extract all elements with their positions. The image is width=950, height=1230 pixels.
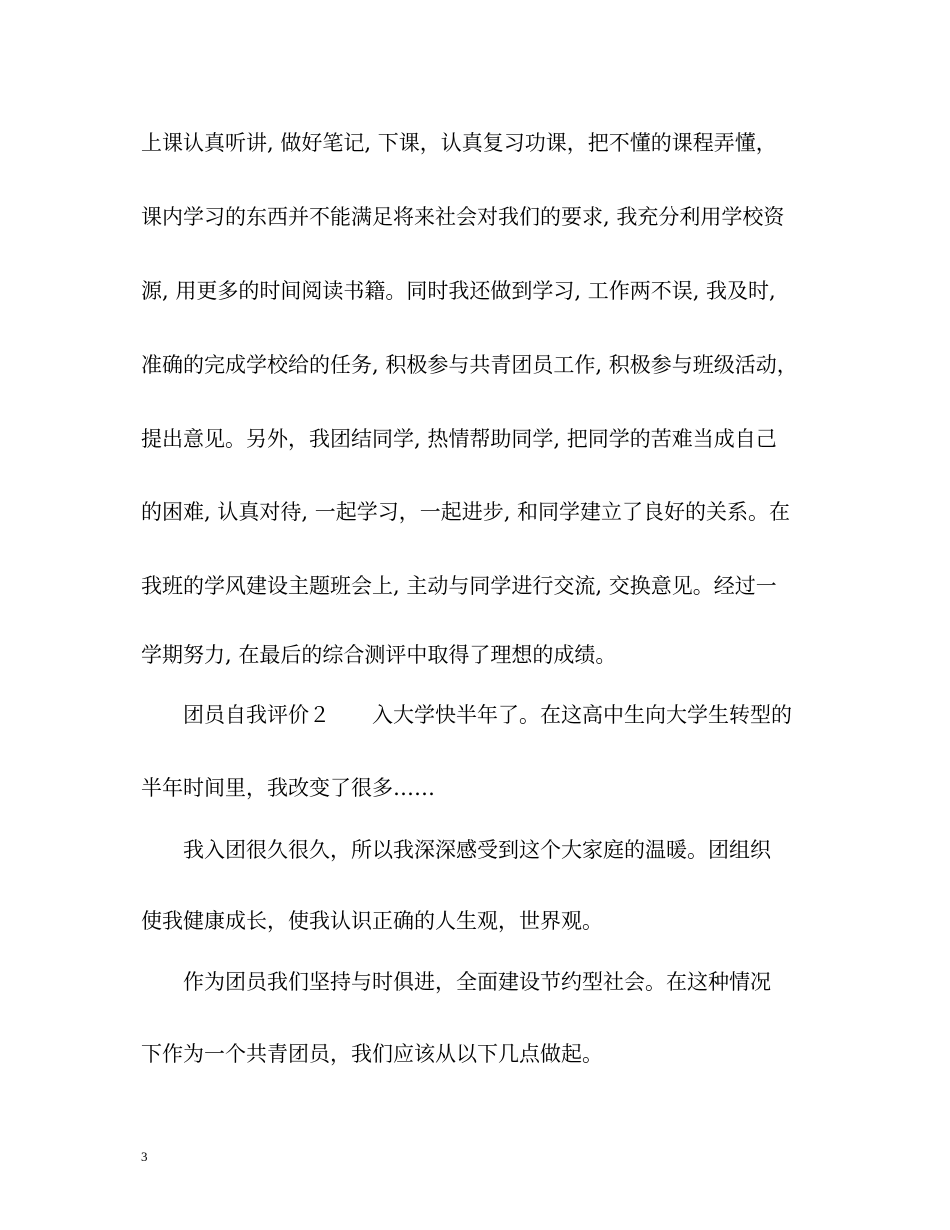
- paragraph-first-line: 作为团员我们坚持与时俱进，全面建设节约型社会。在这种情况: [183, 970, 771, 994]
- body-text-line: 准确的完成学校给的任务, 积极参与共青团员工作, 积极参与班级活动，: [141, 353, 798, 377]
- page-number: 3: [141, 1149, 148, 1164]
- body-text-line: 下作为一个共青团员，我们应该从以下几点做起。: [141, 1042, 603, 1066]
- body-text-line: 上课认真听讲, 做好笔记, 下课，认真复习功课，把不懂的课程弄懂，: [141, 131, 777, 155]
- body-text-line: 半年时间里，我改变了很多……: [141, 776, 435, 800]
- body-text-line: 的困难, 认真对待, 一起学习，一起进步, 和同学建立了良好的关系。在: [141, 500, 791, 524]
- paragraph-first-line: 我入团很久很久，所以我深深感受到这个大家庭的温暖。团组织: [183, 838, 771, 862]
- body-text-line: 提出意见。另外，我团结同学, 热情帮助同学, 把同学的苦难当成自己: [141, 427, 777, 451]
- paragraph-heading-line: 团员自我评价２ 入大学快半年了。在这高中生向大学生转型的: [183, 703, 792, 727]
- body-text-line: 我班的学风建设主题班会上, 主动与同学进行交流, 交换意见。经过一: [141, 574, 777, 598]
- body-text-line: 课内学习的东西并不能满足将来社会对我们的要求, 我充分利用学校资: [141, 205, 785, 229]
- body-text-line: 源, 用更多的时间阅读书籍。同时我还做到学习, 工作两不误, 我及时,: [141, 279, 776, 303]
- body-text-line: 使我健康成长，使我认识正确的人生观，世界观。: [141, 909, 603, 933]
- body-text-line: 学期努力, 在最后的综合测评中取得了理想的成绩。: [141, 643, 617, 667]
